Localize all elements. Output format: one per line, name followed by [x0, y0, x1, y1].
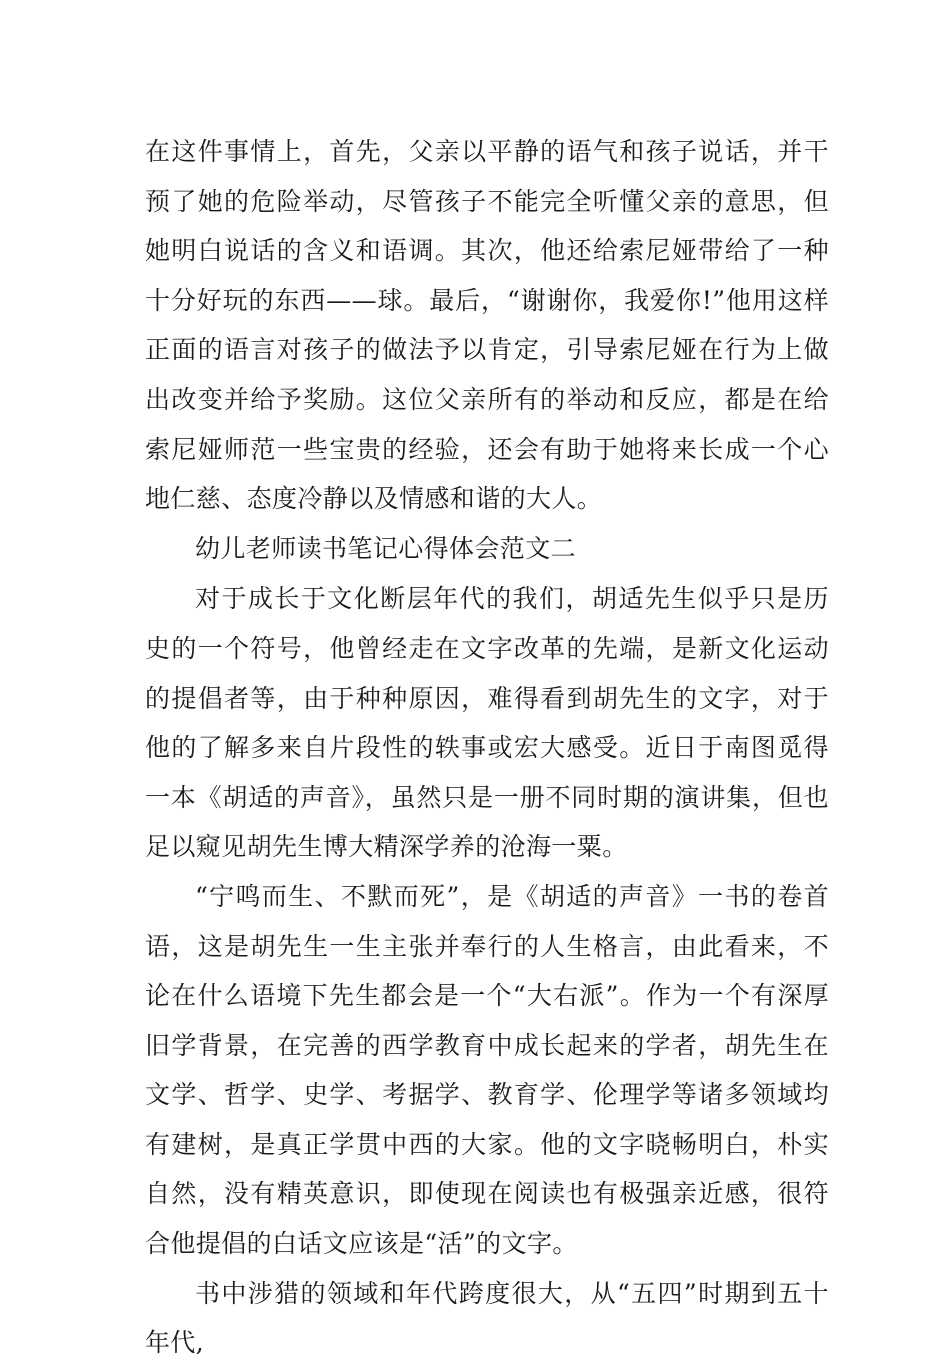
section-heading: 幼儿老师读书笔记心得体会范文二: [195, 533, 577, 563]
document-body: [145, 127, 829, 1368]
paragraph-hu-shi-motto: “宁鸣而生、不默而死”，是《胡适的声音》一书的卷首语，这是胡先生一生主张并奉行的人生格言，由此看来，不论在什么语境下先生都会是一个“大右派”。作为一个有深厚旧学背景，在完善的西学教育中成长起来的学者，胡先生在文学、哲学、史学、考据学、教育学、伦理学等诸多领域均有建树，是真正学贯中西的大家。他的文字晓畅明白，朴实自然，没有精英意识，即使现在阅读也有极强亲近感，很符合他提倡的白话文应该是“活”的文字。: [145, 881, 829, 1259]
paragraph-hu-shi-intro: 对于成长于文化断层年代的我们，胡适先生似乎只是历史的一个符号，他曾经走在文字改革的先端，是新文化运动的提倡者等，由于种种原因，难得看到胡先生的文字，对于他的了解多来自片段性的轶事或宏大感受。近日于南图觅得一本《胡适的声音》，虽然只是一册不同时期的演讲集，但也足以窥见胡先生博大精深学养的沧海一粟。: [145, 584, 829, 862]
paragraph-book-scope: 书中涉猎的领域和年代跨度很大，从“五四”时期到五十年代,: [145, 1278, 829, 1358]
paragraph-father-response: 在这件事情上，首先，父亲以平静的语气和孩子说话，并干预了她的危险举动，尽管孩子不能完全听懂父亲的意思，但她明白说话的含义和语调。其次，他还给索尼娅带给了一种十分好玩的东西——球。最后，“谢谢你，我爱你!”他用这样正面的语言对孩子的做法予以肯定，引导索尼娅在行为上做出改变并给予奖励。这位父亲所有的举动和反应，都是在给索尼娅师范一些宝贵的经验，还会有助于她将来长成一个心地仁慈、态度冷静以及情感和谐的大人。: [145, 137, 829, 514]
